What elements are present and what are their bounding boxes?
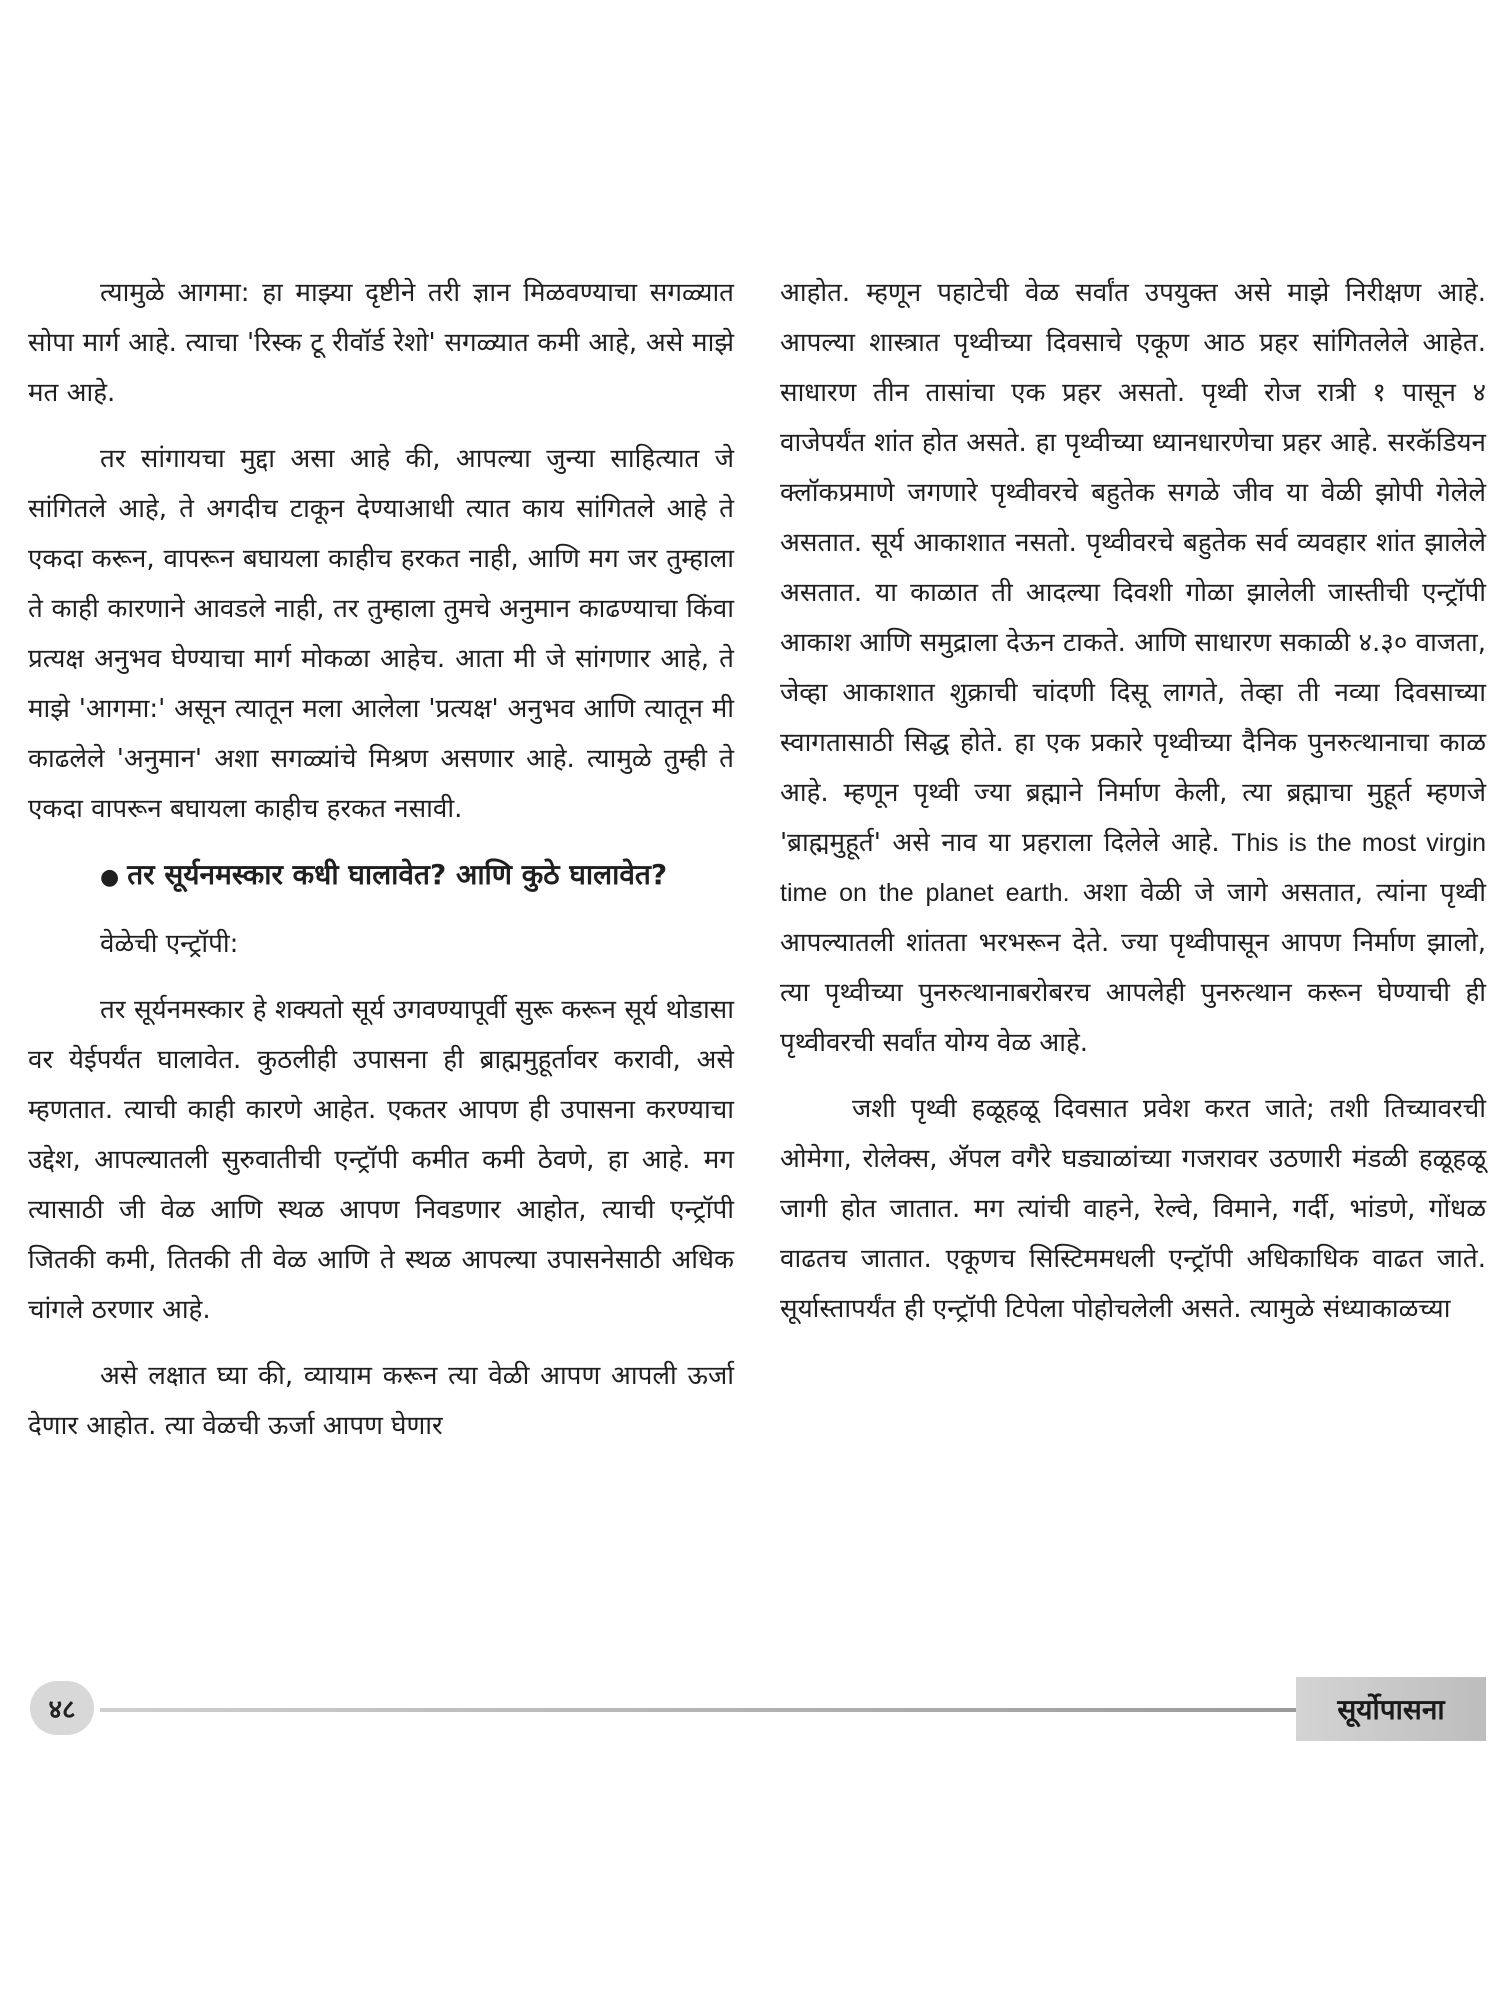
footer-rule bbox=[100, 1708, 1296, 1712]
section-heading-text: तर सूर्यनमस्कार कधी घालावेत? आणि कुठे घालावेत? bbox=[127, 858, 668, 891]
english-sentence: This is the most virgin time on the planet earth. bbox=[780, 829, 1487, 907]
subheading: वेळेची एन्ट्रॉपी: bbox=[100, 929, 239, 959]
page-body bbox=[28, 268, 1486, 1451]
bullet-icon: ● bbox=[100, 865, 120, 890]
page-footer bbox=[30, 1677, 1486, 1747]
right-column bbox=[780, 268, 1486, 1451]
paragraph: तर सूर्यनमस्कार हे शक्यतो सूर्य उगवण्यापूर्वी सुरू करून सूर्य थोडासा वर येईपर्यंत घालावेत. कुठलीही उपासना ही ब्राह्ममुहूर्तावर करावी, असे म्हणतात. त्याची काही कारणे आहेत. एकतर आपण ही उपासना करण्याचा उद्देश, आपल्यातली सुरुवातीची एन्ट्रॉपी कमीत कमी ठेवणे, हा आहे. मग त्यासाठी जी वेळ आणि स्थळ आपण निवडणार आहोत, त्याची एन्ट्रॉपी जितकी कमी, तितकी ती वेळ आणि ते स्थळ आपल्या उपासनेसाठी अधिक चांगले ठरणार आहे. bbox=[28, 995, 734, 1325]
paragraph: जशी पृथ्वी हळूहळू दिवसात प्रवेश करत जाते; तशी तिच्यावरची ओमेगा, रोलेक्स, ॲपल वगैरे घड्याळांच्या गजरावर उठणारी मंडळी हळूहळू जागी होत जातात. मग त्यांची वाहने, रेल्वे, विमाने, गर्दी, भांडणे, गोंधळ वाढतच जातात. एकूणच सिस्टिममधली एन्ट्रॉपी अधिकाधिक वाढत जाते. सूर्यास्तापर्यंत ही एन्ट्रॉपी टिपेला पोहोचलेली असते. त्यामुळे संध्याकाळच्या bbox=[780, 1094, 1486, 1324]
paragraph: असे लक्षात घ्या की, व्यायाम करून त्या वेळी आपण आपली ऊर्जा देणार आहोत. त्या वेळची ऊर्जा आपण घेणार bbox=[28, 1361, 734, 1441]
paragraph: त्यामुळे आगमा: हा माझ्या दृष्टीने तरी ज्ञान मिळवण्याचा सगळ्यात सोपा मार्ग आहे. त्याचा 'रिस्क टू रीवॉर्ड रेशो' सगळ्यात कमी आहे, असे माझे मत आहे. bbox=[28, 278, 734, 408]
left-column bbox=[28, 268, 734, 1451]
paragraph bbox=[780, 268, 1486, 1068]
book-title: सूर्योपासना bbox=[1296, 1677, 1486, 1741]
paragraph: तर सांगायचा मुद्दा असा आहे की, आपल्या जुन्या साहित्यात जे सांगितले आहे, ते अगदीच टाकून देण्याआधी त्यात काय सांगितले आहे ते एकदा करून, वापरून बघायला काहीच हरकत नाही, आणि मग जर तुम्हाला ते काही कारणाने आवडले नाही, तर तुम्हाला तुमचे अनुमान काढण्याचा किंवा प्रत्यक्ष अनुभव घेण्याचा मार्ग मोकळा आहेच. आता मी जे सांगणार आहे, ते माझे 'आगमा:' असून त्यातून मला आलेला 'प्रत्यक्ष' अनुभव आणि त्यातून मी काढलेले 'अनुमान' अशा सगळ्यांचे मिश्रण असणार आहे. त्यामुळे तुम्ही ते एकदा वापरून बघायला काहीच हरकत नसावी. bbox=[28, 444, 734, 824]
section-heading bbox=[28, 850, 734, 903]
paragraph-text: आहोत. म्हणून पहाटेची वेळ सर्वांत उपयुक्त असे माझे निरीक्षण आहे. आपल्या शास्त्रात पृथ्वीच्या दिवसाचे एकूण आठ प्रहर सांगितलेले आहेत. साधारण तीन तासांचा एक प्रहर असतो. पृथ्वी रोज रात्री १ पासून ४ वाजेपर्यंत शांत होत असते. हा पृथ्वीच्या ध्यानधारणेचा प्रहर आहे. सरकॅडियन क्लॉकप्रमाणे जगणारे पृथ्वीवरचे बहुतेक सगळे जीव या वेळी झोपी गेलेले असतात. सूर्य आकाशात नसतो. पृथ्वीवरचे बहुतेक सर्व व्यवहार शांत झालेले असतात. या काळात ती आदल्या दिवशी गोळा झालेली जास्तीची एन्ट्रॉपी आकाश आणि समुद्राला देऊन टाकते. आणि साधारण सकाळी ४.३० वाजता, जेव्हा आकाशात शुक्राची चांदणी दिसू लागते, तेव्हा ती नव्या दिवसाच्या स्वागतासाठी सिद्ध होते. हा एक प्रकारे पृथ्वीच्या दैनिक पुनरुत्थानाचा काळ आहे. म्हणून पृथ्वी ज्या ब्रह्माने निर्माण केली, त्या ब्रह्माचा मुहूर्त म्हणजे 'ब्राह्ममुहूर्त' असे नाव या प्रहराला दिलेले आहे. bbox=[780, 278, 1486, 858]
page-number: ४८ bbox=[30, 1681, 94, 1735]
paragraph-text: अशा वेळी जे जागे असतात, त्यांना पृथ्वी आपल्यातली शांतता भरभरून देते. ज्या पृथ्वीपासून आपण निर्माण झालो, त्या पृथ्वीच्या पुनरुत्थानाबरोबरच आपलेही पुनरुत्थान करून घेण्याची ही पृथ्वीवरची सर्वांत योग्य वेळ आहे. bbox=[780, 878, 1486, 1058]
